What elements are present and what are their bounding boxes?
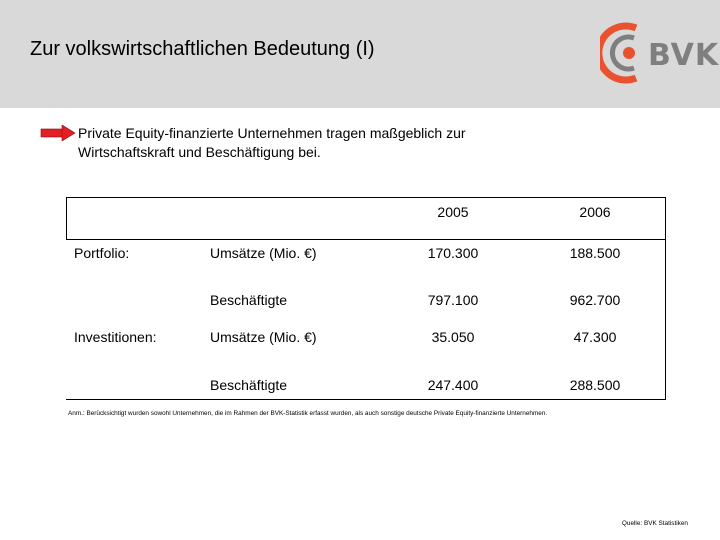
table-cell: 288.500 [569, 377, 621, 393]
table-cell: 35.050 [431, 329, 475, 345]
table-bottom-border [66, 399, 666, 400]
table-right-border [665, 197, 666, 400]
right-arrow-icon [40, 125, 76, 141]
bullet-text [78, 124, 598, 162]
bullet-line-2: Wirtschaftskraft und Beschäftigung bei. [78, 144, 321, 160]
bvk-logo [600, 18, 720, 88]
footnote: Anm.: Berücksichtigt wurden sowohl Unternehmen, die im Rahmen der BVK-Statistik erfasst wurden, als auch sonstige deutsche Private Equity-finanzierte Unternehmen. [68, 410, 548, 417]
table-cell: 170.300 [427, 245, 479, 261]
source-note: Quelle: BVK Statistiken [621, 520, 688, 527]
row-group-label: Investitionen: [74, 329, 157, 345]
table-cell: 47.300 [573, 329, 617, 345]
row-group-label: Portfolio: [74, 245, 130, 261]
bullet-line-1: Private Equity-finanzierte Unternehmen tragen maßgeblich zur [78, 125, 466, 141]
table-cell: 247.400 [427, 377, 479, 393]
year-header-2006: 2006 [579, 204, 611, 220]
row-metric-label: Beschäftigte [210, 377, 288, 393]
year-header-2005: 2005 [437, 204, 469, 220]
table-cell: 797.100 [427, 292, 479, 308]
row-metric-label: Umsätze (Mio. €) [210, 329, 317, 345]
slide-header [0, 0, 720, 108]
table-cell: 962.700 [569, 292, 621, 308]
slide-title: Zur volkswirtschaftlichen Bedeutung (I) [30, 38, 375, 60]
logo-text: BVK [648, 38, 720, 73]
table-cell: 188.500 [569, 245, 621, 261]
row-metric-label: Umsätze (Mio. €) [210, 245, 317, 261]
row-metric-label: Beschäftigte [210, 292, 288, 308]
